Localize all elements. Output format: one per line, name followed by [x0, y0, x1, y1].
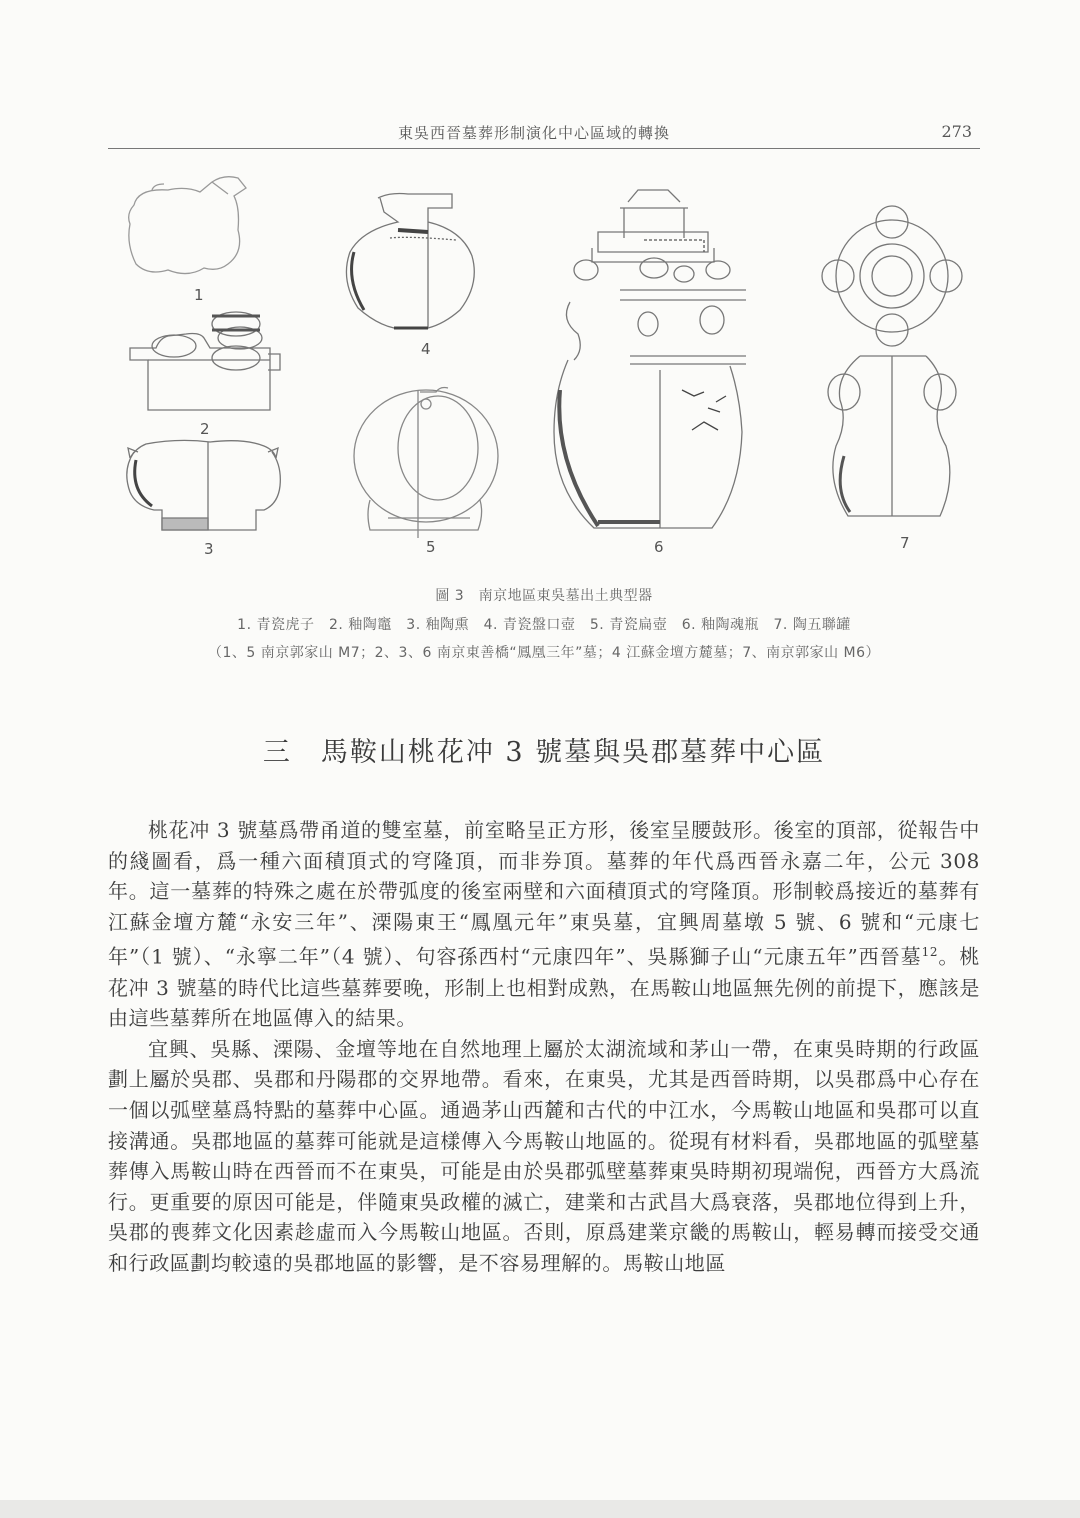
section-heading: 三 馬鞍山桃花冲 3 號墓與吳郡墓葬中心區	[262, 737, 826, 768]
figure-item-number: 6	[654, 538, 664, 556]
page-number: 273	[941, 122, 972, 141]
drawing-five-linked-jar	[822, 206, 962, 516]
drawing-dish-mouth-jar	[346, 194, 474, 329]
figure-vessel-drawings	[108, 160, 980, 570]
figure-item-number: 7	[900, 534, 910, 552]
paragraph	[108, 815, 980, 1034]
drawing-censer	[127, 440, 281, 530]
figure-caption-sources: （1、5 南京郭家山 M7；2、3、6 南京東善橋“鳳凰三年”墓；4 江蘇金壇方麓墓；7、南京郭家山 M6）	[207, 645, 881, 661]
drawing-flat-jar	[354, 388, 498, 539]
figure-item-number: 3	[204, 540, 214, 558]
paragraph: 宜興、吳縣、溧陽、金壇等地在自然地理上屬於太湖流域和茅山一帶，在東吳時期的行政區劃上屬於吳郡、吳郡和丹陽郡的交界地帶。看來，在東吳，尤其是西晉時期，以吳郡爲中心存在一個以弧壁墓爲特點的墓葬中心區。通過茅山西麓和古代的中江水，今馬鞍山地區和吳郡可以直接溝通。吳郡地區的墓葬可能就是這樣傳入今馬鞍山地區的。從現有材料看，吳郡地區的弧壁墓葬傳入馬鞍山時在西晉而不在東吳，可能是由於吳郡弧壁墓葬東吳時期初現端倪，西晉方大爲流行。更重要的原因可能是，伴隨東吳政權的滅亡，建業和古武昌大爲衰落，吳郡地位得到上升，吳郡的喪葬文化因素趁虛而入今馬鞍山地區。否則，原爲建業京畿的馬鞍山，輕易轉而接受交通和行政區劃均較遠的吳郡地區的影響，是不容易理解的。馬鞍山地區	[108, 1036, 980, 1275]
figure-item-number: 1	[194, 286, 204, 304]
figure-caption-title: 圖 3 南京地區東吳墓出土典型器	[435, 588, 653, 604]
figure-caption-items: 1. 青瓷虎子 2. 釉陶竈 3. 釉陶熏 4. 青瓷盤口壺 5. 青瓷扁壺 6. 釉陶魂瓶 7. 陶五聯罐	[237, 617, 851, 633]
bottom-strip	[0, 1500, 1080, 1518]
figure-item-number: 2	[200, 420, 210, 438]
paragraph-text: 。桃花冲 3 號墓的時代比這些墓葬要晚，形制上也相對成熟，在馬鞍山地區無先例的前提下，應該是由這些墓葬所在地區傳入的結果。	[108, 945, 981, 1031]
vessel-line-drawings	[108, 160, 980, 570]
running-header	[108, 118, 980, 149]
figure-item-number: 5	[426, 538, 436, 556]
figure-item-number: 4	[421, 340, 431, 358]
running-title: 東吳西晉墓葬形制演化中心區域的轉換	[398, 124, 671, 142]
drawing-tiger-vessel	[129, 177, 246, 274]
footnote-ref[interactable]: 12	[921, 945, 939, 960]
drawing-stove	[130, 312, 280, 410]
body-text	[108, 815, 980, 1279]
paragraph-text: 桃花冲 3 號墓爲帶甬道的雙室墓，前室略呈正方形，後室呈腰鼓形。後室的頂部，從報告中的綫圖看，爲一種六面積頂式的穹隆頂，而非券頂。墓葬的年代爲西晉永嘉二年，公元 308 年。這一墓葬的特殊之處在於帶弧度的後室兩壁和六面積頂式的穹隆頂。形制較爲接近的墓葬有江蘇金壇方麓“永安三年”、溧陽東王“鳳凰元年”東吳墓，宜興周墓墩 5 號、6 號和“元康七年”（1 號）、“永寧二年”（4 號）、句容孫西村“元康四年”、吳縣獅子山“元康五年”西晉墓	[108, 818, 980, 970]
drawing-soul-jar	[554, 190, 746, 528]
